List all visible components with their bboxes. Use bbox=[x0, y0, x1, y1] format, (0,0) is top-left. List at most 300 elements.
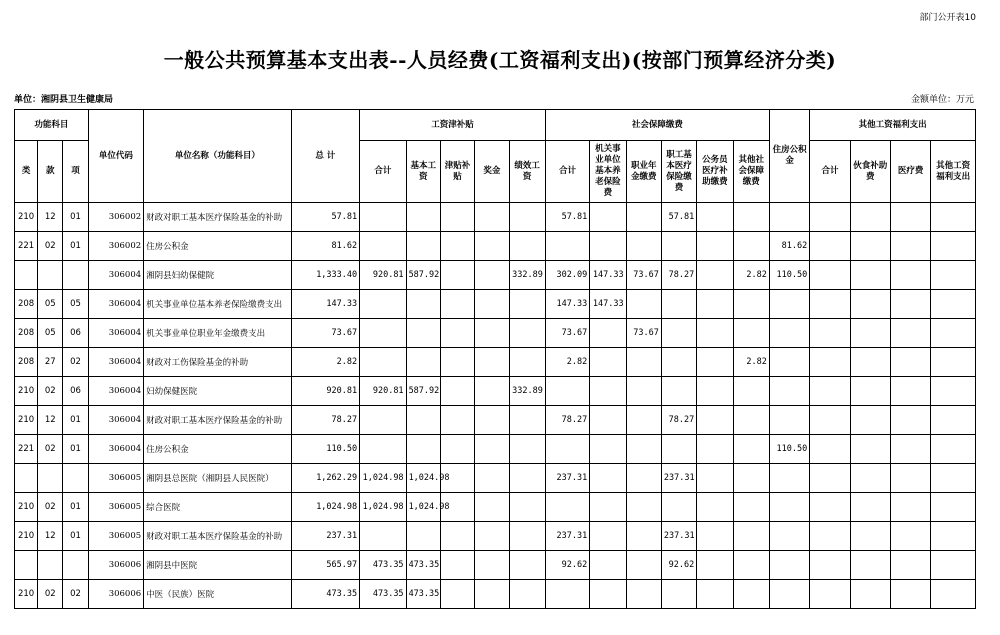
cell-c11 bbox=[733, 319, 769, 348]
header-other-sum: 合计 bbox=[810, 141, 850, 203]
cell-code: 306004 bbox=[88, 261, 144, 290]
cell-c14 bbox=[850, 319, 890, 348]
cell-c10 bbox=[697, 348, 733, 377]
cell-c15 bbox=[890, 377, 930, 406]
cell-xiang: 01 bbox=[63, 232, 88, 261]
cell-lei: 210 bbox=[15, 580, 38, 609]
cell-c7 bbox=[590, 493, 626, 522]
header-medical-fee: 医疗费 bbox=[890, 141, 930, 203]
cell-c5 bbox=[509, 551, 545, 580]
unit-label: 单位：湘阴县卫生健康局 bbox=[14, 95, 114, 105]
cell-c6: 78.27 bbox=[545, 406, 589, 435]
cell-c6 bbox=[545, 377, 589, 406]
cell-name: 财政对职工基本医疗保险基金的补助 bbox=[144, 406, 291, 435]
cell-c13 bbox=[810, 580, 850, 609]
cell-c4 bbox=[475, 261, 509, 290]
cell-c6: 2.82 bbox=[545, 348, 589, 377]
cell-lei: 221 bbox=[15, 435, 38, 464]
header-perf-wage: 绩效工资 bbox=[509, 141, 545, 203]
cell-c11: 2.82 bbox=[733, 348, 769, 377]
cell-c3 bbox=[440, 232, 474, 261]
cell-kuan: 02 bbox=[38, 377, 63, 406]
header-unit-code: 单位代码 bbox=[88, 110, 144, 203]
cell-name: 财政对工伤保险基金的补助 bbox=[144, 348, 291, 377]
cell-c9: 78.27 bbox=[661, 261, 696, 290]
cell-c8 bbox=[626, 203, 661, 232]
cell-c1 bbox=[360, 348, 406, 377]
cell-total: 1,333.40 bbox=[291, 261, 360, 290]
cell-total: 565.97 bbox=[291, 551, 360, 580]
cell-c15 bbox=[890, 406, 930, 435]
cell-c8 bbox=[626, 522, 661, 551]
cell-c8 bbox=[626, 464, 661, 493]
cell-c9 bbox=[661, 580, 696, 609]
header-social-group: 社会保障缴费 bbox=[545, 110, 769, 141]
cell-c13 bbox=[810, 319, 850, 348]
cell-c12 bbox=[769, 377, 809, 406]
cell-c7 bbox=[590, 522, 626, 551]
cell-code: 306004 bbox=[88, 290, 144, 319]
header-basic-wage: 基本工资 bbox=[406, 141, 440, 203]
table-row bbox=[15, 406, 976, 435]
cell-c6 bbox=[545, 435, 589, 464]
cell-name: 财政对职工基本医疗保险基金的补助 bbox=[144, 522, 291, 551]
cell-c14 bbox=[850, 377, 890, 406]
cell-c13 bbox=[810, 551, 850, 580]
cell-c1 bbox=[360, 232, 406, 261]
cell-c4 bbox=[475, 493, 509, 522]
cell-c13 bbox=[810, 435, 850, 464]
cell-c7: 147.33 bbox=[590, 261, 626, 290]
cell-xiang bbox=[63, 464, 88, 493]
header-other-group: 其他工资福利支出 bbox=[810, 110, 976, 141]
cell-code: 306002 bbox=[88, 203, 144, 232]
cell-c2 bbox=[406, 348, 440, 377]
table-row bbox=[15, 464, 976, 493]
cell-kuan: 12 bbox=[38, 522, 63, 551]
cell-c14 bbox=[850, 261, 890, 290]
cell-c9 bbox=[661, 348, 696, 377]
cell-name: 湘阴县总医院（湘阴县人民医院） bbox=[144, 464, 291, 493]
cell-xiang: 01 bbox=[63, 435, 88, 464]
corner-label: 部门公开表10 bbox=[919, 13, 976, 23]
cell-c6: 57.81 bbox=[545, 203, 589, 232]
cell-c13 bbox=[810, 464, 850, 493]
cell-c9 bbox=[661, 493, 696, 522]
cell-code: 306005 bbox=[88, 464, 144, 493]
cell-c9 bbox=[661, 377, 696, 406]
table-row bbox=[15, 319, 976, 348]
cell-c1: 473.35 bbox=[360, 551, 406, 580]
cell-c11 bbox=[733, 522, 769, 551]
cell-c9: 78.27 bbox=[661, 406, 696, 435]
cell-xiang: 01 bbox=[63, 522, 88, 551]
cell-c7 bbox=[590, 319, 626, 348]
cell-c4 bbox=[475, 348, 509, 377]
cell-c16 bbox=[931, 319, 976, 348]
cell-c7 bbox=[590, 464, 626, 493]
cell-c16 bbox=[931, 377, 976, 406]
cell-c12 bbox=[769, 290, 809, 319]
cell-code: 306006 bbox=[88, 580, 144, 609]
amount-unit-label: 金额单位：万元 bbox=[910, 95, 974, 105]
cell-c6 bbox=[545, 232, 589, 261]
cell-c9: 237.31 bbox=[661, 464, 696, 493]
cell-c12 bbox=[769, 522, 809, 551]
cell-c4 bbox=[475, 377, 509, 406]
cell-c11 bbox=[733, 551, 769, 580]
cell-kuan bbox=[38, 551, 63, 580]
cell-c9 bbox=[661, 232, 696, 261]
cell-xiang: 02 bbox=[63, 348, 88, 377]
cell-c14 bbox=[850, 435, 890, 464]
cell-c2 bbox=[406, 232, 440, 261]
cell-c5 bbox=[509, 232, 545, 261]
cell-c11 bbox=[733, 580, 769, 609]
cell-c4 bbox=[475, 580, 509, 609]
cell-lei: 208 bbox=[15, 319, 38, 348]
cell-c2: 1,024.98 bbox=[406, 493, 440, 522]
cell-c4 bbox=[475, 464, 509, 493]
cell-c13 bbox=[810, 232, 850, 261]
cell-lei: 210 bbox=[15, 522, 38, 551]
cell-c4 bbox=[475, 290, 509, 319]
cell-name: 中医（民族）医院 bbox=[144, 580, 291, 609]
cell-kuan bbox=[38, 464, 63, 493]
cell-c2: 587.92 bbox=[406, 261, 440, 290]
cell-c11 bbox=[733, 493, 769, 522]
header-pension: 机关事业单位基本养老保险费 bbox=[590, 141, 626, 203]
cell-c12 bbox=[769, 551, 809, 580]
cell-c16 bbox=[931, 290, 976, 319]
cell-c3 bbox=[440, 580, 474, 609]
cell-c7 bbox=[590, 406, 626, 435]
table-row bbox=[15, 261, 976, 290]
cell-c1: 1,024.98 bbox=[360, 493, 406, 522]
cell-c10 bbox=[697, 232, 733, 261]
cell-c8: 73.67 bbox=[626, 319, 661, 348]
cell-c9 bbox=[661, 290, 696, 319]
cell-c14 bbox=[850, 551, 890, 580]
cell-total: 920.81 bbox=[291, 377, 360, 406]
cell-c14 bbox=[850, 493, 890, 522]
cell-c12 bbox=[769, 348, 809, 377]
cell-code: 306004 bbox=[88, 348, 144, 377]
cell-kuan: 27 bbox=[38, 348, 63, 377]
header-meal: 伙食补助费 bbox=[850, 141, 890, 203]
cell-c16 bbox=[931, 493, 976, 522]
cell-c12: 110.50 bbox=[769, 435, 809, 464]
cell-c14 bbox=[850, 522, 890, 551]
cell-c15 bbox=[890, 493, 930, 522]
cell-xiang bbox=[63, 551, 88, 580]
cell-c4 bbox=[475, 232, 509, 261]
cell-xiang: 05 bbox=[63, 290, 88, 319]
cell-kuan bbox=[38, 261, 63, 290]
header-other-welfare: 其他工资福利支出 bbox=[931, 141, 976, 203]
cell-c7 bbox=[590, 348, 626, 377]
table-row bbox=[15, 290, 976, 319]
table-row bbox=[15, 348, 976, 377]
cell-c2 bbox=[406, 522, 440, 551]
cell-code: 306004 bbox=[88, 435, 144, 464]
cell-c10 bbox=[697, 319, 733, 348]
cell-c5: 332.89 bbox=[509, 377, 545, 406]
cell-c10 bbox=[697, 377, 733, 406]
cell-c5 bbox=[509, 522, 545, 551]
cell-c11 bbox=[733, 232, 769, 261]
cell-c14 bbox=[850, 580, 890, 609]
cell-total: 57.81 bbox=[291, 203, 360, 232]
cell-c6 bbox=[545, 580, 589, 609]
cell-total: 147.33 bbox=[291, 290, 360, 319]
cell-c10 bbox=[697, 406, 733, 435]
cell-c11: 2.82 bbox=[733, 261, 769, 290]
cell-c2 bbox=[406, 290, 440, 319]
cell-c12 bbox=[769, 203, 809, 232]
cell-c5 bbox=[509, 435, 545, 464]
cell-c11 bbox=[733, 464, 769, 493]
header-lei: 类 bbox=[15, 141, 38, 203]
cell-lei: 210 bbox=[15, 406, 38, 435]
cell-c15 bbox=[890, 464, 930, 493]
table-row bbox=[15, 435, 976, 464]
cell-c5 bbox=[509, 319, 545, 348]
cell-c3 bbox=[440, 290, 474, 319]
cell-total: 78.27 bbox=[291, 406, 360, 435]
cell-c6: 73.67 bbox=[545, 319, 589, 348]
cell-c8 bbox=[626, 232, 661, 261]
cell-c10 bbox=[697, 290, 733, 319]
cell-code: 306005 bbox=[88, 493, 144, 522]
header-func-subject: 功能科目 bbox=[15, 110, 89, 141]
cell-xiang: 06 bbox=[63, 319, 88, 348]
cell-xiang: 06 bbox=[63, 377, 88, 406]
cell-c15 bbox=[890, 522, 930, 551]
header-other-social: 其他社会保障缴费 bbox=[733, 141, 769, 203]
cell-kuan: 02 bbox=[38, 435, 63, 464]
cell-c12 bbox=[769, 580, 809, 609]
cell-c13 bbox=[810, 406, 850, 435]
cell-c7 bbox=[590, 232, 626, 261]
cell-c11 bbox=[733, 290, 769, 319]
cell-c8 bbox=[626, 580, 661, 609]
table-body bbox=[15, 203, 976, 609]
cell-c11 bbox=[733, 406, 769, 435]
cell-c1: 920.81 bbox=[360, 377, 406, 406]
cell-xiang: 01 bbox=[63, 203, 88, 232]
cell-c12 bbox=[769, 464, 809, 493]
cell-lei: 210 bbox=[15, 493, 38, 522]
cell-c16 bbox=[931, 232, 976, 261]
cell-c10 bbox=[697, 203, 733, 232]
cell-c8 bbox=[626, 435, 661, 464]
table-row bbox=[15, 377, 976, 406]
header-annuity: 职业年金缴费 bbox=[626, 141, 661, 203]
cell-c14 bbox=[850, 290, 890, 319]
cell-c13 bbox=[810, 203, 850, 232]
cell-xiang: 01 bbox=[63, 493, 88, 522]
header-unit-name: 单位名称（功能科目） bbox=[144, 110, 291, 203]
cell-c4 bbox=[475, 522, 509, 551]
cell-c3 bbox=[440, 203, 474, 232]
cell-c3 bbox=[440, 551, 474, 580]
cell-c2: 473.35 bbox=[406, 580, 440, 609]
cell-lei: 208 bbox=[15, 290, 38, 319]
header-medical-insurance: 职工基本医疗保险缴费 bbox=[661, 141, 696, 203]
cell-c11 bbox=[733, 203, 769, 232]
table-row bbox=[15, 522, 976, 551]
header-total: 总 计 bbox=[291, 110, 360, 203]
cell-c5 bbox=[509, 348, 545, 377]
cell-c1 bbox=[360, 290, 406, 319]
cell-c15 bbox=[890, 290, 930, 319]
cell-c9 bbox=[661, 319, 696, 348]
cell-kuan: 02 bbox=[38, 580, 63, 609]
cell-code: 306004 bbox=[88, 377, 144, 406]
cell-c16 bbox=[931, 435, 976, 464]
cell-c16 bbox=[931, 464, 976, 493]
cell-c7 bbox=[590, 377, 626, 406]
cell-c14 bbox=[850, 232, 890, 261]
cell-c12 bbox=[769, 406, 809, 435]
cell-c5 bbox=[509, 493, 545, 522]
cell-lei bbox=[15, 464, 38, 493]
cell-c2 bbox=[406, 435, 440, 464]
cell-lei: 210 bbox=[15, 377, 38, 406]
budget-table bbox=[14, 109, 976, 609]
cell-c1 bbox=[360, 435, 406, 464]
cell-c7 bbox=[590, 551, 626, 580]
cell-c15 bbox=[890, 261, 930, 290]
cell-lei bbox=[15, 551, 38, 580]
cell-c13 bbox=[810, 290, 850, 319]
cell-c1: 1,024.98 bbox=[360, 464, 406, 493]
table-row bbox=[15, 580, 976, 609]
header-allowance: 津贴补贴 bbox=[440, 141, 474, 203]
cell-c10 bbox=[697, 522, 733, 551]
cell-c5 bbox=[509, 406, 545, 435]
page-title: 一般公共预算基本支出表--人员经费(工资福利支出)(按部门预算经济分类) bbox=[163, 48, 837, 72]
cell-code: 306006 bbox=[88, 551, 144, 580]
cell-total: 73.67 bbox=[291, 319, 360, 348]
cell-lei bbox=[15, 261, 38, 290]
cell-c15 bbox=[890, 232, 930, 261]
cell-c14 bbox=[850, 203, 890, 232]
cell-code: 306002 bbox=[88, 232, 144, 261]
cell-c10 bbox=[697, 464, 733, 493]
cell-c9 bbox=[661, 435, 696, 464]
cell-c12 bbox=[769, 493, 809, 522]
cell-c4 bbox=[475, 435, 509, 464]
cell-lei: 221 bbox=[15, 232, 38, 261]
cell-c7: 147.33 bbox=[590, 290, 626, 319]
cell-c7 bbox=[590, 435, 626, 464]
cell-c16 bbox=[931, 522, 976, 551]
cell-c5 bbox=[509, 203, 545, 232]
cell-c5 bbox=[509, 464, 545, 493]
cell-c1 bbox=[360, 203, 406, 232]
cell-c12: 81.62 bbox=[769, 232, 809, 261]
cell-name: 机关事业单位基本养老保险缴费支出 bbox=[144, 290, 291, 319]
cell-c13 bbox=[810, 348, 850, 377]
header-xiang: 项 bbox=[63, 141, 88, 203]
header-wage-sum: 合计 bbox=[360, 141, 406, 203]
table-row bbox=[15, 232, 976, 261]
cell-xiang: 02 bbox=[63, 580, 88, 609]
cell-name: 妇幼保健医院 bbox=[144, 377, 291, 406]
cell-c3 bbox=[440, 435, 474, 464]
cell-c8 bbox=[626, 406, 661, 435]
cell-kuan: 05 bbox=[38, 290, 63, 319]
cell-c3 bbox=[440, 319, 474, 348]
cell-c10 bbox=[697, 551, 733, 580]
cell-kuan: 12 bbox=[38, 203, 63, 232]
cell-code: 306004 bbox=[88, 406, 144, 435]
cell-c6: 92.62 bbox=[545, 551, 589, 580]
cell-c1: 920.81 bbox=[360, 261, 406, 290]
header-bonus: 奖金 bbox=[475, 141, 509, 203]
cell-code: 306004 bbox=[88, 319, 144, 348]
cell-total: 1,262.29 bbox=[291, 464, 360, 493]
cell-c4 bbox=[475, 406, 509, 435]
cell-kuan: 05 bbox=[38, 319, 63, 348]
cell-xiang bbox=[63, 261, 88, 290]
header-wage-group: 工资津补贴 bbox=[360, 110, 546, 141]
cell-c6 bbox=[545, 493, 589, 522]
cell-c15 bbox=[890, 551, 930, 580]
cell-c10 bbox=[697, 493, 733, 522]
cell-total: 2.82 bbox=[291, 348, 360, 377]
cell-c8 bbox=[626, 551, 661, 580]
cell-c13 bbox=[810, 522, 850, 551]
cell-kuan: 12 bbox=[38, 406, 63, 435]
cell-c6: 147.33 bbox=[545, 290, 589, 319]
cell-c4 bbox=[475, 319, 509, 348]
cell-c9: 237.31 bbox=[661, 522, 696, 551]
cell-c11 bbox=[733, 435, 769, 464]
cell-c2 bbox=[406, 406, 440, 435]
cell-c2 bbox=[406, 203, 440, 232]
cell-c2: 473.35 bbox=[406, 551, 440, 580]
cell-c4 bbox=[475, 203, 509, 232]
cell-c14 bbox=[850, 464, 890, 493]
cell-c15 bbox=[890, 348, 930, 377]
cell-c15 bbox=[890, 435, 930, 464]
cell-c14 bbox=[850, 348, 890, 377]
cell-c1 bbox=[360, 319, 406, 348]
cell-c10 bbox=[697, 435, 733, 464]
cell-c7 bbox=[590, 580, 626, 609]
cell-c15 bbox=[890, 203, 930, 232]
cell-c2: 587.92 bbox=[406, 377, 440, 406]
cell-c13 bbox=[810, 493, 850, 522]
header-kuan: 款 bbox=[38, 141, 63, 203]
cell-c14 bbox=[850, 406, 890, 435]
cell-name: 综合医院 bbox=[144, 493, 291, 522]
cell-c1 bbox=[360, 522, 406, 551]
cell-name: 住房公积金 bbox=[144, 232, 291, 261]
cell-c5: 332.89 bbox=[509, 261, 545, 290]
cell-name: 湘阴县妇幼保健院 bbox=[144, 261, 291, 290]
cell-c2 bbox=[406, 319, 440, 348]
cell-name: 机关事业单位职业年金缴费支出 bbox=[144, 319, 291, 348]
table-row bbox=[15, 551, 976, 580]
cell-c16 bbox=[931, 580, 976, 609]
cell-total: 473.35 bbox=[291, 580, 360, 609]
cell-c6: 237.31 bbox=[545, 464, 589, 493]
cell-c3 bbox=[440, 406, 474, 435]
